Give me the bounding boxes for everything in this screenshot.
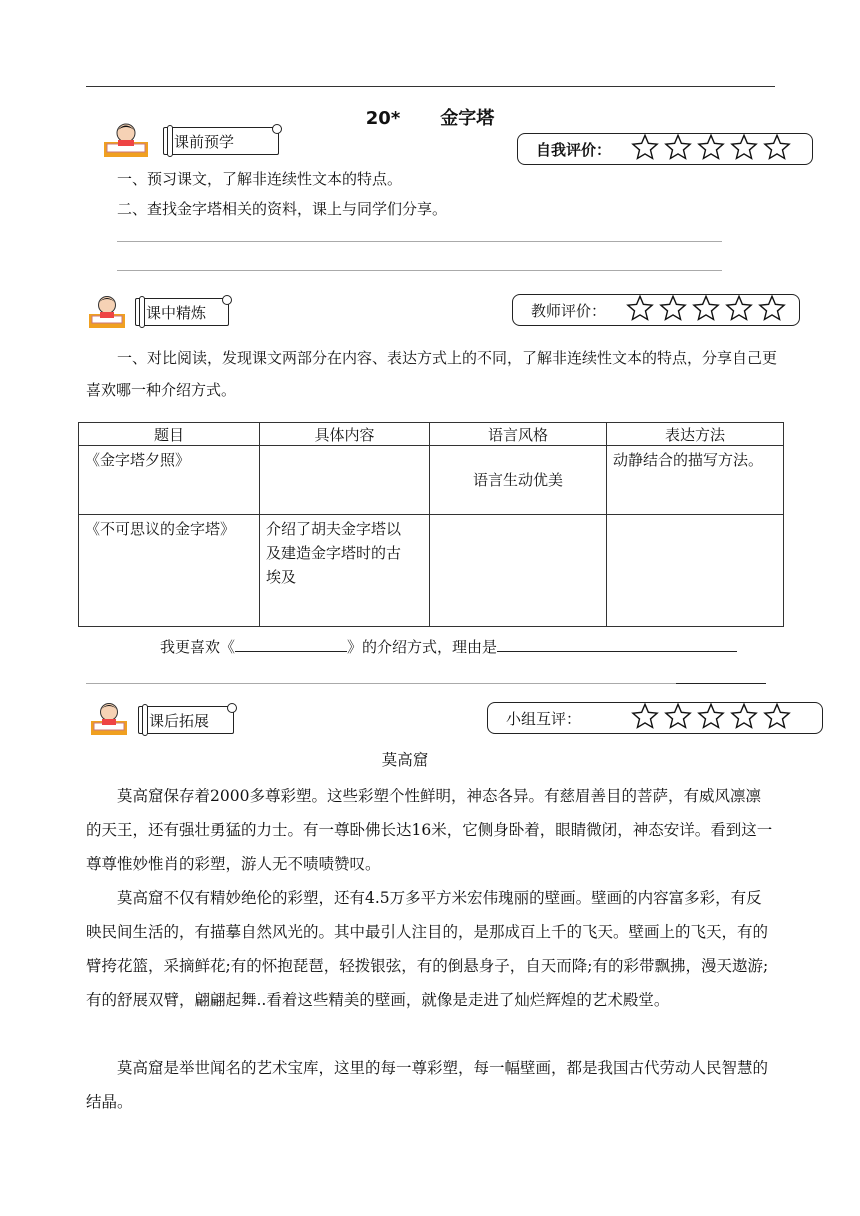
group-evaluation-stars[interactable] <box>631 702 796 734</box>
group-evaluation-box <box>487 702 823 734</box>
reading-paragraph: 莫高窟是举世闻名的艺术宝库，这里的每一尊彩塑，每一幅壁画，都是我国古代劳动人民智慧的结晶。 <box>86 1059 769 1111</box>
reason-blank[interactable] <box>497 651 737 652</box>
pre-item-1: 一、预习课文，了解非连续性文本的特点。 <box>117 170 403 188</box>
top-rule <box>86 86 775 87</box>
student-reading-icon <box>103 122 149 162</box>
self-evaluation-box <box>517 133 813 165</box>
section-label-mid: 课中精炼 <box>135 298 229 326</box>
star-outline-icon[interactable] <box>664 133 692 161</box>
reading-paragraph: 莫高窟保存着2000多尊彩塑。这些彩塑个性鲜明，神态各异。有慈眉善目的菩萨，有威风凛凛的天王，还有强壮勇猛的力士。有一尊卧佛长达16米，它侧身卧着，眼睛微闭，神态安详。看到这一尊尊惟妙惟肖的彩塑，游人无不啧啧赞叹。 <box>86 787 773 873</box>
star-outline-icon[interactable] <box>664 702 692 730</box>
group-evaluation-label: 小组互评： <box>506 709 582 728</box>
mid-instruction: 一、对比阅读，发现课文两部分在内容、表达方式上的不同，了解非连续性文本的特点，分享自己更喜欢哪一种介绍方式。 <box>86 349 778 399</box>
table-header: 语言风格 <box>430 423 607 446</box>
table-cell: 语言生动优美 <box>430 446 607 515</box>
self-evaluation-label: 自我评价： <box>536 140 612 159</box>
reading-paragraph: 莫高窟不仅有精妙绝伦的彩塑，还有4.5万多平方米宏伟瑰丽的壁画。壁画的内容富多彩，有反映民间生活的，有描摹自然风光的。其中最引人注目的，是那成百上千的飞天。壁画上的飞天，有的臂挎花篮，采摘鲜花;有的怀抱琵琶，轻拨银弦，有的倒悬身子，自天而降;有的彩带飘拂，漫天遨游;有的舒展双臂，翩翩起舞..看着这些精美的壁画，就像是走进了灿烂辉煌的艺术殿堂。 <box>86 889 769 1009</box>
star-outline-icon[interactable] <box>631 133 659 161</box>
star-outline-icon[interactable] <box>631 702 659 730</box>
table-cell: 动静结合的描写方法。 <box>607 446 784 515</box>
lesson-number: 20* <box>365 108 401 129</box>
answer-line[interactable] <box>676 683 766 684</box>
preference-blank[interactable] <box>235 651 347 652</box>
answer-line[interactable] <box>117 270 722 271</box>
student-reading-icon <box>90 701 128 741</box>
student-reading-icon <box>88 294 126 334</box>
star-outline-icon[interactable] <box>730 133 758 161</box>
teacher-evaluation-label: 教师评价： <box>531 301 607 320</box>
answer-line[interactable] <box>117 241 722 242</box>
table-header: 题目 <box>79 423 260 446</box>
teacher-evaluation-stars[interactable] <box>626 294 791 326</box>
teacher-evaluation-box <box>512 294 800 326</box>
table-cell-empty[interactable] <box>260 446 430 515</box>
table-cell: 《金字塔夕照》 <box>79 446 260 515</box>
section-label-post: 课后拓展 <box>138 706 234 734</box>
star-outline-icon[interactable] <box>763 702 791 730</box>
section-label-pre: 课前预学 <box>163 127 279 155</box>
star-outline-icon[interactable] <box>692 294 720 322</box>
lesson-title: 金字塔 <box>440 108 495 129</box>
reading-title: 莫高窟 <box>381 751 429 769</box>
star-outline-icon[interactable] <box>763 133 791 161</box>
preference-line: 我更喜欢《 》的介绍方式，理由是 <box>160 636 737 657</box>
star-outline-icon[interactable] <box>730 702 758 730</box>
star-outline-icon[interactable] <box>697 702 725 730</box>
star-outline-icon[interactable] <box>725 294 753 322</box>
pre-item-2: 二、查找金字塔相关的资料，课上与同学们分享。 <box>117 200 448 218</box>
star-outline-icon[interactable] <box>626 294 654 322</box>
table-header-row <box>79 423 784 446</box>
self-evaluation-stars[interactable] <box>631 133 796 165</box>
table-row <box>79 515 784 627</box>
table-cell-empty[interactable] <box>607 515 784 627</box>
table-header: 表达方法 <box>607 423 784 446</box>
star-outline-icon[interactable] <box>758 294 786 322</box>
table-row <box>79 446 784 515</box>
star-outline-icon[interactable] <box>659 294 687 322</box>
table-cell: 《不可思议的金字塔》 <box>79 515 260 627</box>
star-outline-icon[interactable] <box>697 133 725 161</box>
table-cell: 介绍了胡夫金字塔以及建造金字塔时的古埃及 <box>260 515 430 627</box>
comparison-table <box>78 422 784 627</box>
answer-line[interactable] <box>86 683 766 684</box>
table-cell-empty[interactable] <box>430 515 607 627</box>
table-header: 具体内容 <box>260 423 430 446</box>
